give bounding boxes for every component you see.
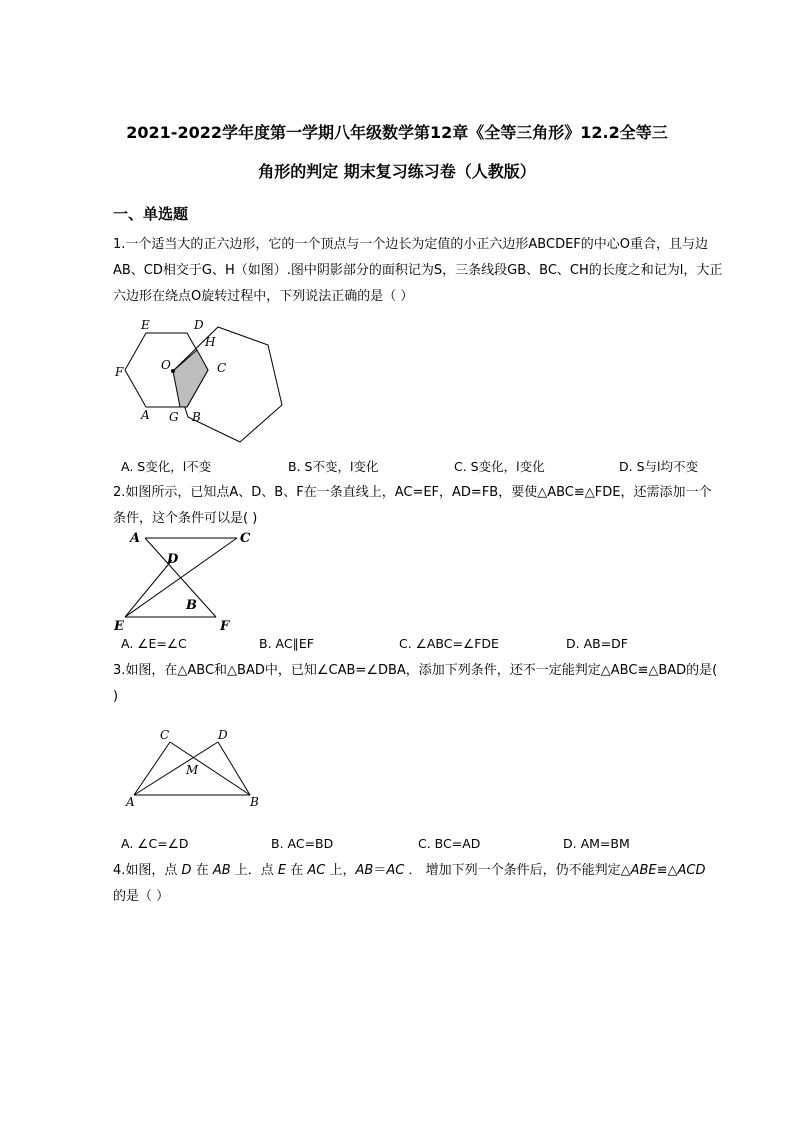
question-1-text: 1.一个适当大的正六边形，它的一个顶点与一个边长为定值的小正六边形ABCDEF的中心O重合，且与边AB、CD相交于G、H（如图）.图中阴影部分的面积记为S，三条线段GB、BC、CH的长度之和记为l，大正六边形在绕点O旋转过程中，下列说法正确的是（ ） <box>113 237 723 304</box>
label-c: C <box>240 531 251 546</box>
document-title-line2: 角形的判定 期末复习练习卷（人教版） <box>258 162 536 181</box>
question-3-options <box>121 836 721 856</box>
label-d: D <box>194 318 204 332</box>
label-o: O <box>161 358 171 372</box>
shaded-region <box>173 350 208 407</box>
option-d[interactable]: D. AM=BM <box>563 836 630 851</box>
document-title-line1: 2021-2022学年度第一学期八年级数学第12章《全等三角形》12.2全等三 <box>126 123 668 142</box>
option-d[interactable]: D. AB=DF <box>566 636 628 651</box>
label-a: A <box>130 531 141 546</box>
label-g: G <box>169 410 179 424</box>
label-c: C <box>160 728 170 742</box>
question-1-options <box>121 457 721 477</box>
label-d: D <box>167 552 179 567</box>
question-3-text: 3.如图，在△ABC和△BAD中，已知∠CAB=∠DBA，添加下列条件，还不一定能判定△ABC≌△BAD的是( ) <box>113 663 718 704</box>
label-b: B <box>192 410 201 424</box>
option-a[interactable]: A. ∠C=∠D <box>121 836 189 851</box>
question-2-options <box>121 636 721 656</box>
label-h: H <box>205 335 216 349</box>
label-d: D <box>218 728 228 742</box>
question-2-figure <box>112 528 262 633</box>
option-b[interactable]: B. S不变，l变化 <box>288 459 379 474</box>
option-b[interactable]: B. AC∥EF <box>259 636 314 651</box>
section-heading: 一、单选题 <box>113 205 189 223</box>
option-b[interactable]: B. AC=BD <box>271 836 334 851</box>
point-o <box>171 369 175 373</box>
option-c[interactable]: C. S变化，l变化 <box>454 459 545 474</box>
label-a: A <box>141 408 150 422</box>
option-c[interactable]: C. ∠ABC=∠FDE <box>399 636 499 651</box>
question-2-text: 2.如图所示，已知点A、D、B、F在一条直线上，AC=EF，AD=FB，要使△ABC≌△FDE，还需添加一个条件，这个条件可以是( ) <box>113 485 712 526</box>
label-f: F <box>115 365 124 379</box>
label-b: B <box>250 795 259 809</box>
option-a[interactable]: A. ∠E=∠C <box>121 636 187 651</box>
label-f: F <box>220 619 230 634</box>
question-4-text: 4.如图，点 D 在 AB 上．点 E 在 AC 上，AB＝AC ． 增加下列一个条件后，仍不能判定△ABE≌△ACD 的是（ ） <box>113 863 706 904</box>
label-b: B <box>186 598 197 613</box>
label-e: E <box>114 619 124 634</box>
label-a: A <box>126 795 135 809</box>
option-c[interactable]: C. BC=AD <box>418 836 481 851</box>
label-m: M <box>186 763 199 777</box>
label-e: E <box>141 318 150 332</box>
label-c: C <box>217 361 227 375</box>
option-d[interactable]: D. S与l均不变 <box>619 459 698 474</box>
question-1-figure <box>110 315 290 445</box>
question-3-figure <box>120 725 270 815</box>
option-a[interactable]: A. S变化，l不变 <box>121 459 212 474</box>
